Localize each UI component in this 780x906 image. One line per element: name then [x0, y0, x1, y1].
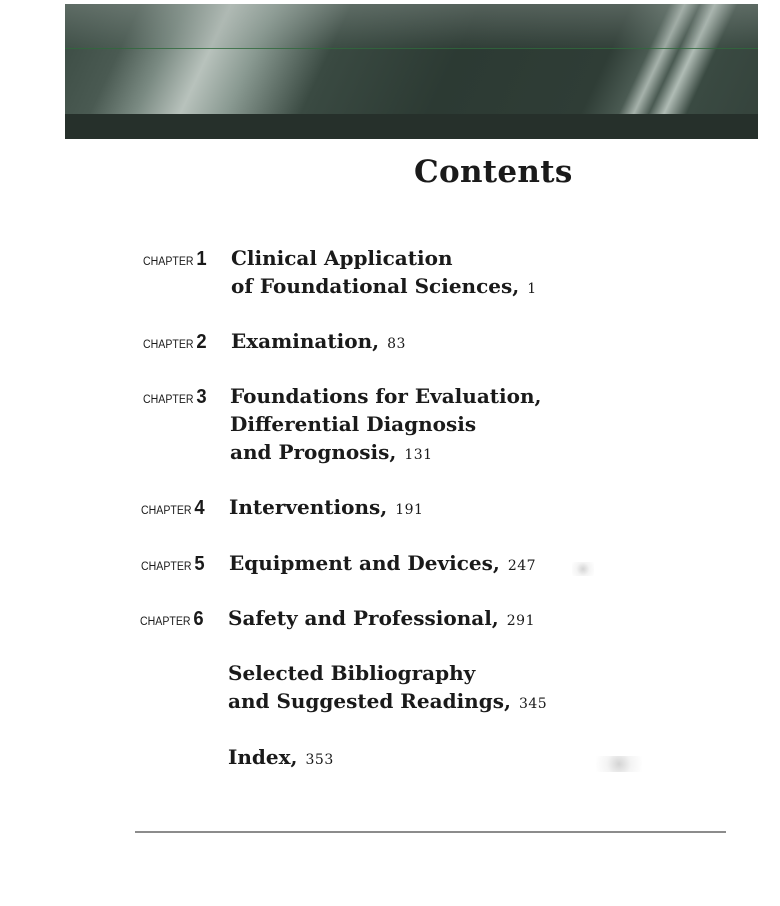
page-number: 191 — [395, 502, 424, 518]
chapter-number: 1 — [196, 248, 207, 270]
chapter-label — [143, 386, 207, 409]
chapter-title-line: Equipment and Devices, — [229, 551, 500, 575]
back-matter-title-line: Index, — [228, 745, 298, 769]
page-number: 83 — [387, 336, 406, 352]
chapter-title — [231, 244, 537, 303]
chapter-word: CHAPTER — [143, 339, 194, 351]
page-number: 345 — [518, 696, 548, 712]
chapter-label — [141, 553, 205, 576]
scan-speck — [596, 756, 642, 772]
chapter-title-line: of Foundational Sciences, — [231, 274, 520, 298]
page-number: 291 — [506, 613, 535, 629]
chapter-title-line: Examination, — [231, 329, 380, 353]
chapter-title-line: Foundations for Evaluation, — [230, 384, 542, 408]
chapter-number: 4 — [194, 497, 205, 519]
scan-speck — [572, 562, 594, 576]
chapter-title — [228, 604, 535, 635]
footer-rule — [135, 831, 726, 833]
page-number: 131 — [404, 447, 433, 463]
back-matter-title — [228, 743, 334, 774]
chapter-title — [230, 382, 541, 469]
chapter-title — [229, 493, 423, 524]
chapter-title — [229, 549, 536, 580]
chapter-title-line: and Prognosis, — [230, 440, 397, 464]
chapter-title-line: Differential Diagnosis — [230, 412, 477, 436]
chapter-number: 5 — [194, 553, 205, 575]
chapter-label — [140, 608, 204, 631]
chapter-word: CHAPTER — [141, 505, 192, 517]
header-dark-strip — [65, 114, 758, 139]
back-matter-title-line: and Suggested Readings, — [228, 689, 511, 713]
page-title: Contents — [414, 154, 573, 190]
chapter-title — [231, 327, 406, 358]
chapter-word: CHAPTER — [141, 561, 192, 573]
chapter-title-line: Safety and Professional, — [228, 606, 499, 630]
back-matter-title — [228, 659, 547, 718]
chapter-word: CHAPTER — [143, 394, 194, 406]
chapter-label — [143, 331, 207, 354]
chapter-number: 2 — [196, 331, 207, 353]
chapter-word: CHAPTER — [140, 616, 191, 628]
header-image-band — [65, 4, 758, 139]
chapter-number: 6 — [193, 608, 204, 630]
back-matter-title-line: Selected Bibliography — [228, 661, 476, 685]
chapter-title-line: Interventions, — [229, 495, 388, 519]
page-number: 247 — [507, 558, 537, 574]
page-number: 353 — [305, 752, 334, 768]
page-number: 1 — [527, 281, 537, 297]
chapter-title-line: Clinical Application — [231, 246, 453, 270]
chapter-word: CHAPTER — [143, 256, 194, 268]
chapter-label — [141, 497, 205, 520]
chapter-number: 3 — [196, 386, 207, 408]
chapter-label — [143, 248, 207, 271]
